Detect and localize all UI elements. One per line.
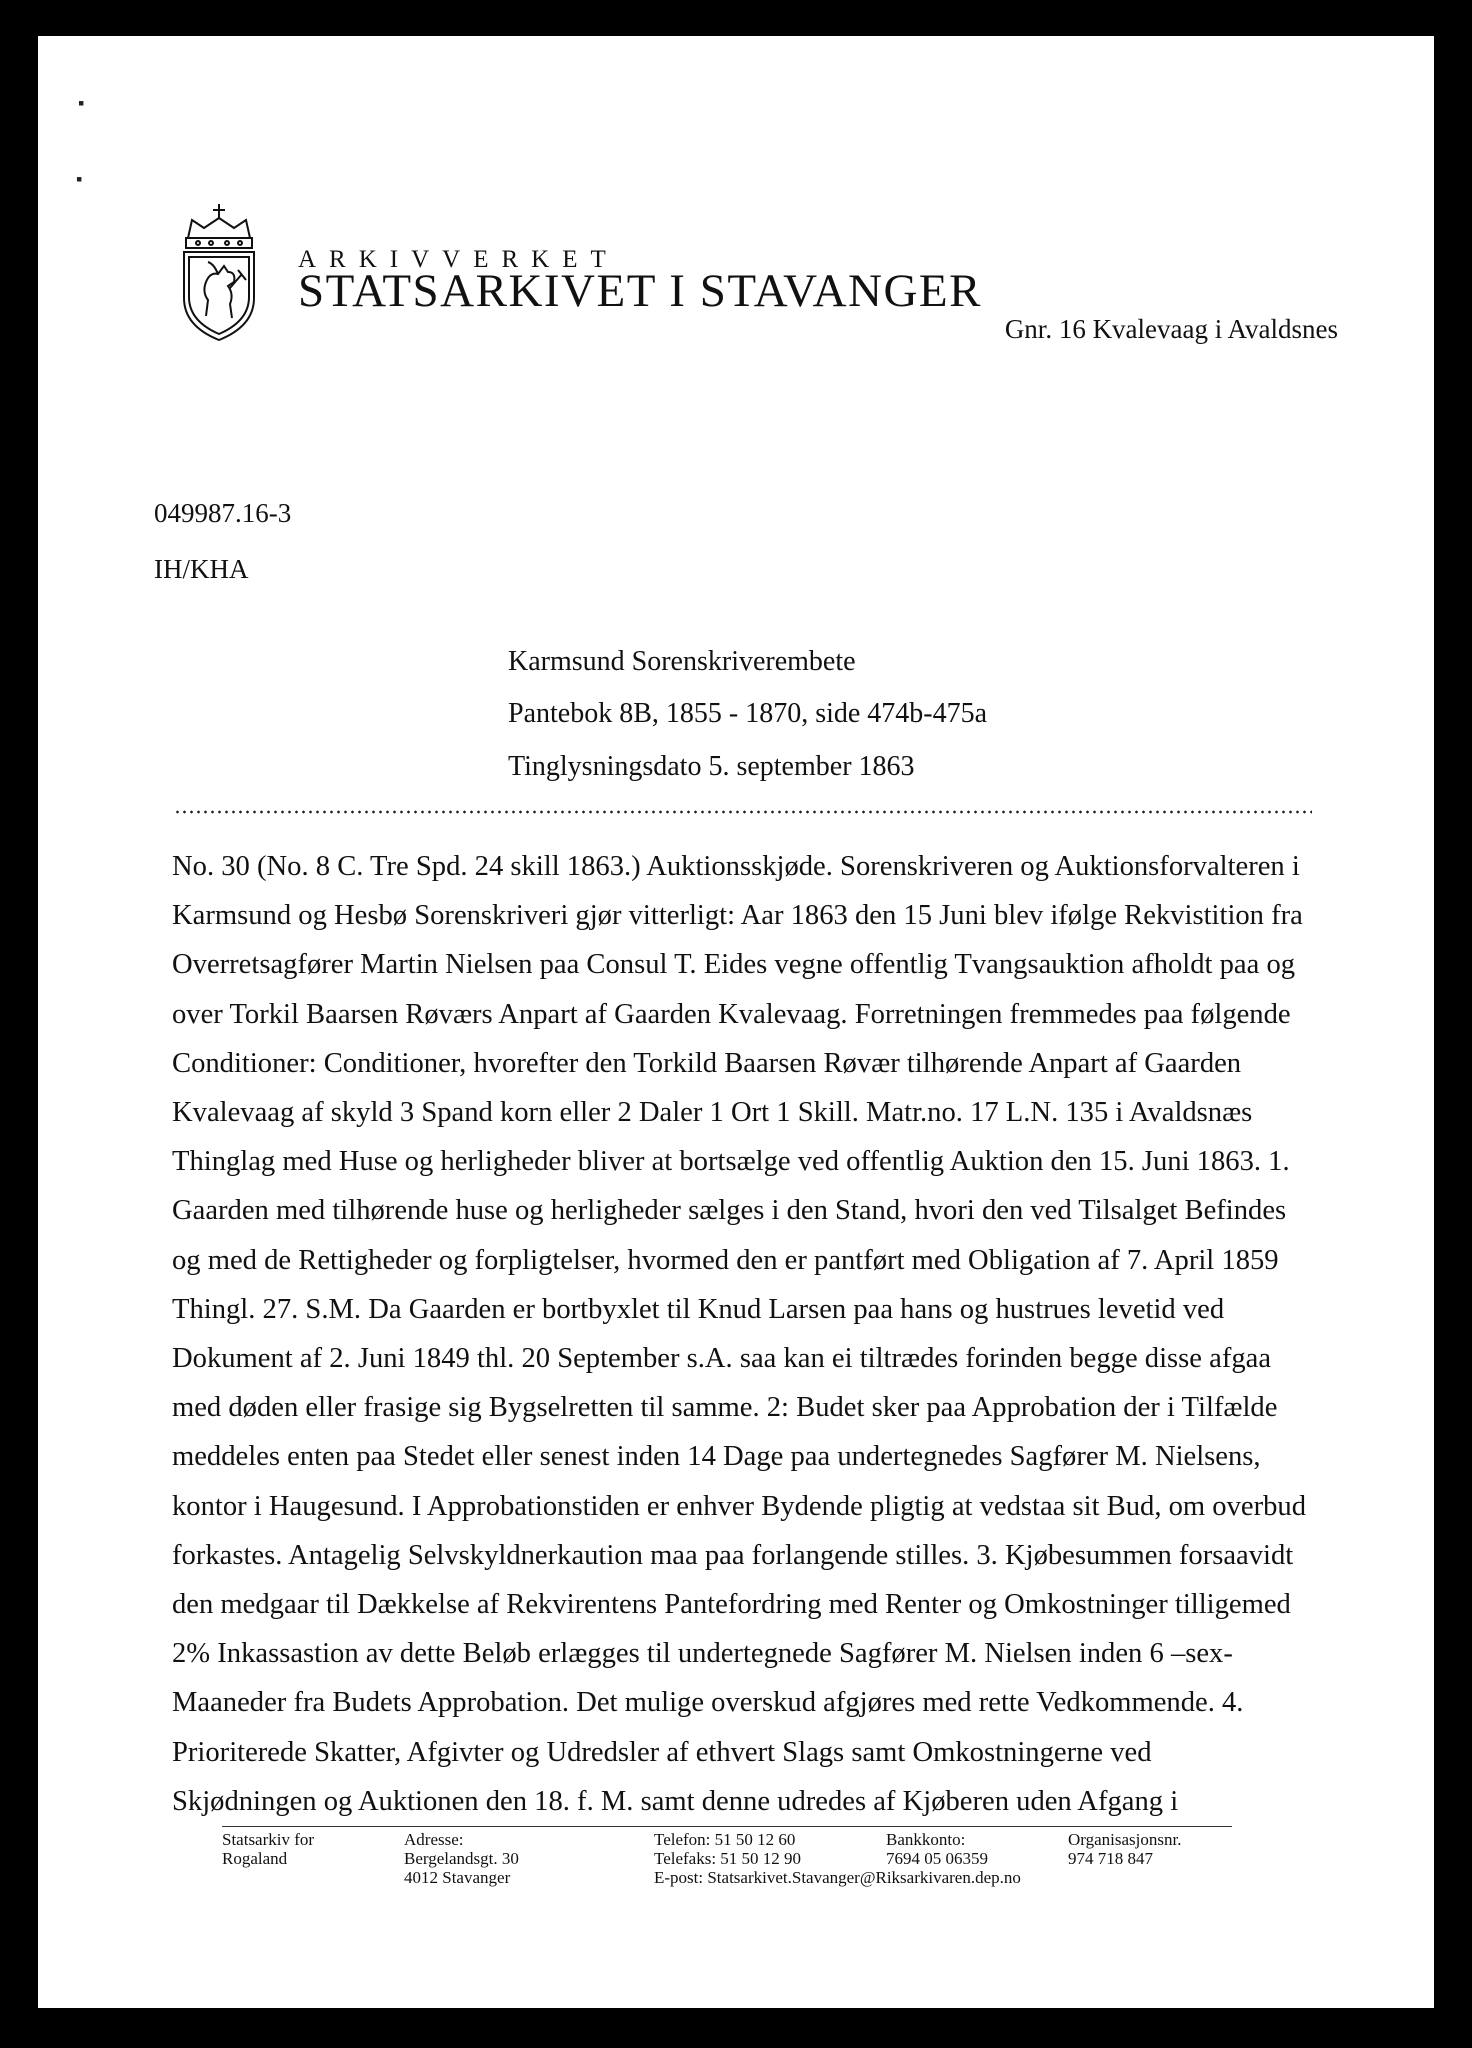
reference-initials: IH/KHA bbox=[154, 554, 249, 584]
footer-org-number bbox=[1068, 1830, 1182, 1868]
scan-mark: ▪ bbox=[78, 93, 85, 113]
text-line: med døden eller frasige sig Bygselretten til samme. 2: Budet sker paa Approbation der i Tilfælde bbox=[172, 1392, 1278, 1424]
footer-email: E-post: Statsarkivet.Stavanger@Riksarkivaren.dep.no bbox=[654, 1868, 1021, 1887]
footer-text: Adresse: bbox=[404, 1830, 464, 1849]
footer-address bbox=[404, 1830, 519, 1887]
text-line: Gaarden med tilhørende huse og herligheder sælges i den Stand, hvori den ved Tilsalget Befindes bbox=[172, 1195, 1287, 1227]
footer-text: Organisasjonsnr. bbox=[1068, 1830, 1182, 1849]
text-line: No. 30 (No. 8 C. Tre Spd. 24 skill 1863.) Auktionsskjøde. Sorenskriveren og Auktionsforvalteren i bbox=[172, 851, 1300, 882]
scan-mark: ▪ bbox=[76, 169, 83, 189]
text-line: Thinglag med Huse og herligheder bliver at bortsælge ved offentlig Auktion den 15. Juni 1863. 1. bbox=[172, 1146, 1290, 1178]
text-line: Karmsund og Hesbø Sorenskriveri gjør vitterligt: Aar 1863 den 15 Juni blev ifølge Rekvistition fra bbox=[172, 900, 1303, 932]
dotted-separator bbox=[174, 810, 1312, 814]
text-line: meddeles enten paa Stedet eller senest inden 14 Dage paa undertegnedes Sagfører M. Nielsens, bbox=[172, 1441, 1261, 1473]
document-page bbox=[38, 36, 1434, 2008]
text-line: Thingl. 27. S.M. Da Gaarden er bortbyxlet til Knud Larsen paa hans og hustrues levetid ved bbox=[172, 1293, 1225, 1325]
text-line: forkastes. Antagelig Selvskyldnerkaution maa paa forlangende stilles. 3. Kjøbesummen forsaavidt bbox=[172, 1539, 1294, 1571]
text-line: Overretsagfører Martin Nielsen paa Consul T. Eides vegne offentlig Tvangsauktion afholdt paa og bbox=[172, 949, 1296, 981]
footer-text: Bergelandsgt. 30 bbox=[404, 1849, 519, 1868]
footer-text: 974 718 847 bbox=[1068, 1849, 1153, 1868]
footer-text: Telefon: 51 50 12 60 bbox=[654, 1830, 796, 1849]
text-line: Conditioner: Conditioner, hvorefter den Torkild Baarsen Røvær tilhørende Anpart af Gaarden bbox=[172, 1047, 1242, 1079]
source-book: Pantebok 8B, 1855 - 1870, side 474b-475a bbox=[508, 698, 988, 729]
source-office: Karmsund Sorenskriverembete bbox=[508, 646, 856, 677]
text-line: Skjødningen og Auktionen den 18. f. M. samt denne udredes af Kjøberen uden Afgang i bbox=[172, 1785, 1179, 1817]
text-line: den medgaar til Dækkelse af Rekvirentens Pantefordring med Renter og Omkostninger tilligemed bbox=[172, 1589, 1291, 1621]
reference-number: 049987.16-3 bbox=[154, 498, 292, 528]
document-subject: Gnr. 16 Kvalevaag i Avaldsnes bbox=[1004, 314, 1338, 344]
text-line: Kvalevaag af skyld 3 Spand korn eller 2 Daler 1 Ort 1 Skill. Matr.no. 17 L.N. 135 i Avaldsnæs bbox=[172, 1097, 1253, 1129]
footer-text: Bankkonto: bbox=[886, 1830, 966, 1849]
footer-text: Statsarkiv for bbox=[222, 1830, 315, 1849]
footer-text: 4012 Stavanger bbox=[404, 1868, 511, 1887]
text-line: og med de Rettigheder og forpligtelser, hvormed den er pantført med Obligation af 7. April 1859 bbox=[172, 1244, 1279, 1276]
footer-bank bbox=[886, 1830, 988, 1868]
coat-of-arms-logo bbox=[178, 202, 260, 342]
archive-name: ARKIVVERKET bbox=[298, 246, 619, 273]
text-line: kontor i Haugesund. I Approbationstiden er enhver Bydende pligtig at vedstaa sit Bud, om overbud bbox=[172, 1490, 1307, 1522]
text-line: Dokument af 2. Juni 1849 thl. 20 September s.A. saa kan ei tiltrædes forinden begge disse afgaa bbox=[172, 1343, 1272, 1375]
text-line: over Torkil Baarsen Røværs Anpart af Gaarden Kvalevaag. Forretningen fremmedes paa følgende bbox=[172, 998, 1291, 1030]
footer-divider bbox=[222, 1826, 1232, 1827]
footer-text: Telefaks: 51 50 12 90 bbox=[654, 1849, 802, 1868]
footer-text: 7694 05 06359 bbox=[886, 1849, 988, 1868]
footer-text: Rogaland bbox=[222, 1849, 288, 1868]
footer-institution bbox=[222, 1830, 314, 1868]
text-line: 2% Inkassastion av dette Beløb erlægges til undertegnede Sagfører M. Nielsen inden 6 –sex- bbox=[172, 1638, 1233, 1670]
text-line: Maaneder fra Budets Approbation. Det mulige overskud afgjøres med rette Vedkommende. 4. bbox=[172, 1687, 1244, 1719]
source-date: Tinglysningsdato 5. september 1863 bbox=[508, 751, 915, 782]
transcription-text bbox=[172, 842, 1322, 1826]
text-line: Prioriterede Skatter, Afgivter og Udredsler af ethvert Slags samt Omkostningerne ved bbox=[172, 1736, 1152, 1768]
office-name: STATSARKIVET I STAVANGER bbox=[298, 265, 982, 317]
